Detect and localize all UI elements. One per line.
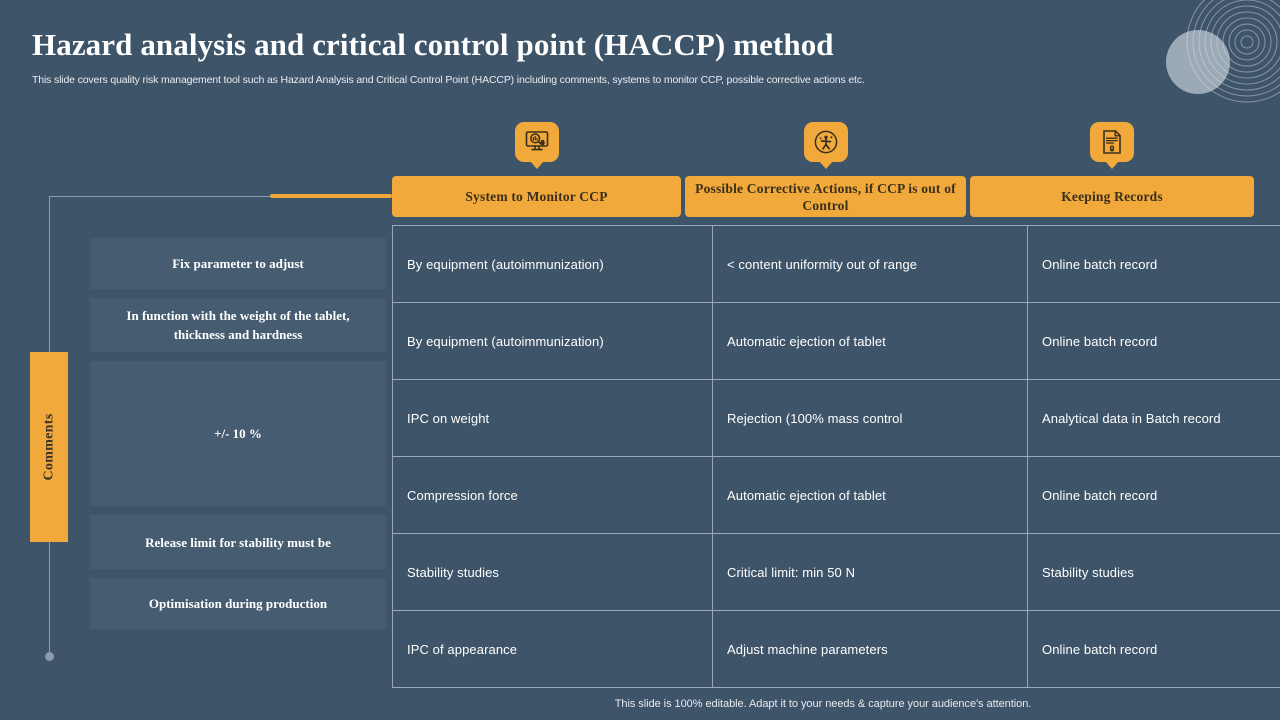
footer-note: This slide is 100% editable. Adapt it to your needs & capture your audience's attention. bbox=[614, 698, 1032, 710]
column-header-system-to-monitor-ccp[interactable] bbox=[392, 176, 681, 217]
comments-tab[interactable] bbox=[30, 352, 68, 542]
column-header-label: Keeping Records bbox=[1061, 189, 1163, 204]
cell-monitor: IPC on weight bbox=[393, 380, 713, 457]
column-header-keeping-records[interactable] bbox=[970, 176, 1254, 217]
column-header-label: Possible Corrective Actions, if CCP is out of Control bbox=[695, 180, 956, 213]
list-item[interactable] bbox=[90, 298, 386, 352]
decorative-rings bbox=[1150, 0, 1280, 105]
cell-monitor: By equipment (autoimmunization) bbox=[393, 303, 713, 380]
haccp-table bbox=[392, 176, 1254, 688]
slide-header bbox=[32, 26, 1152, 87]
connector-accent-bar bbox=[270, 194, 392, 198]
cell-corrective: Adjust machine parameters bbox=[713, 611, 1028, 688]
comments-pane bbox=[26, 196, 386, 676]
table-header-row bbox=[392, 176, 1254, 217]
cell-monitor: Stability studies bbox=[393, 534, 713, 611]
list-item[interactable] bbox=[90, 578, 386, 629]
table-row[interactable] bbox=[393, 380, 1280, 457]
cell-records: Online batch record bbox=[1028, 611, 1280, 688]
table-row[interactable] bbox=[393, 534, 1280, 611]
comment-label: +/- 10 % bbox=[214, 426, 262, 441]
list-item[interactable] bbox=[90, 515, 386, 569]
table-row[interactable] bbox=[393, 611, 1280, 688]
table-row[interactable] bbox=[393, 226, 1280, 303]
table-row[interactable] bbox=[393, 303, 1280, 380]
monitor-analytics-icon bbox=[515, 122, 559, 162]
cell-records: Online batch record bbox=[1028, 457, 1280, 534]
cell-corrective: Automatic ejection of tablet bbox=[713, 303, 1028, 380]
column-header-label: System to Monitor CCP bbox=[465, 189, 608, 204]
corrective-action-icon bbox=[804, 122, 848, 162]
connector-horizontal-line bbox=[49, 196, 292, 197]
comment-label: Release limit for stability must be bbox=[145, 534, 331, 550]
comments-tab-label: Comments bbox=[41, 413, 57, 481]
list-item[interactable] bbox=[90, 361, 386, 506]
cell-records: Stability studies bbox=[1028, 534, 1280, 611]
cell-monitor: By equipment (autoimmunization) bbox=[393, 226, 713, 303]
table-row[interactable] bbox=[393, 457, 1280, 534]
cell-monitor: Compression force bbox=[393, 457, 713, 534]
comments-list bbox=[90, 238, 386, 638]
table-body bbox=[392, 225, 1280, 688]
cell-corrective: < content uniformity out of range bbox=[713, 226, 1028, 303]
records-document-icon bbox=[1090, 122, 1134, 162]
cell-corrective: Automatic ejection of tablet bbox=[713, 457, 1028, 534]
page-title: Hazard analysis and critical control point (HACCP) method bbox=[32, 27, 834, 62]
cell-corrective: Critical limit: min 50 N bbox=[713, 534, 1028, 611]
connector-end-dot bbox=[45, 652, 54, 661]
cell-records: Online batch record bbox=[1028, 226, 1280, 303]
decorative-circle bbox=[1166, 30, 1230, 94]
cell-monitor: IPC of appearance bbox=[393, 611, 713, 688]
page-subtitle: This slide covers quality risk management tool such as Hazard Analysis and Critical Control Point (HACCP) including comments, systems to monitor CCP, possible corrective actions etc. bbox=[32, 74, 865, 86]
cell-corrective: Rejection (100% mass control bbox=[713, 380, 1028, 457]
comment-label: Fix parameter to adjust bbox=[172, 256, 304, 271]
column-header-possible-corrective-actions[interactable] bbox=[685, 176, 966, 217]
list-item[interactable] bbox=[90, 238, 386, 289]
comment-label: In function with the weight of the tablet, thickness and hardness bbox=[126, 308, 350, 342]
cell-records: Analytical data in Batch record bbox=[1028, 380, 1280, 457]
cell-records: Online batch record bbox=[1028, 303, 1280, 380]
comment-label: Optimisation during production bbox=[148, 596, 328, 611]
